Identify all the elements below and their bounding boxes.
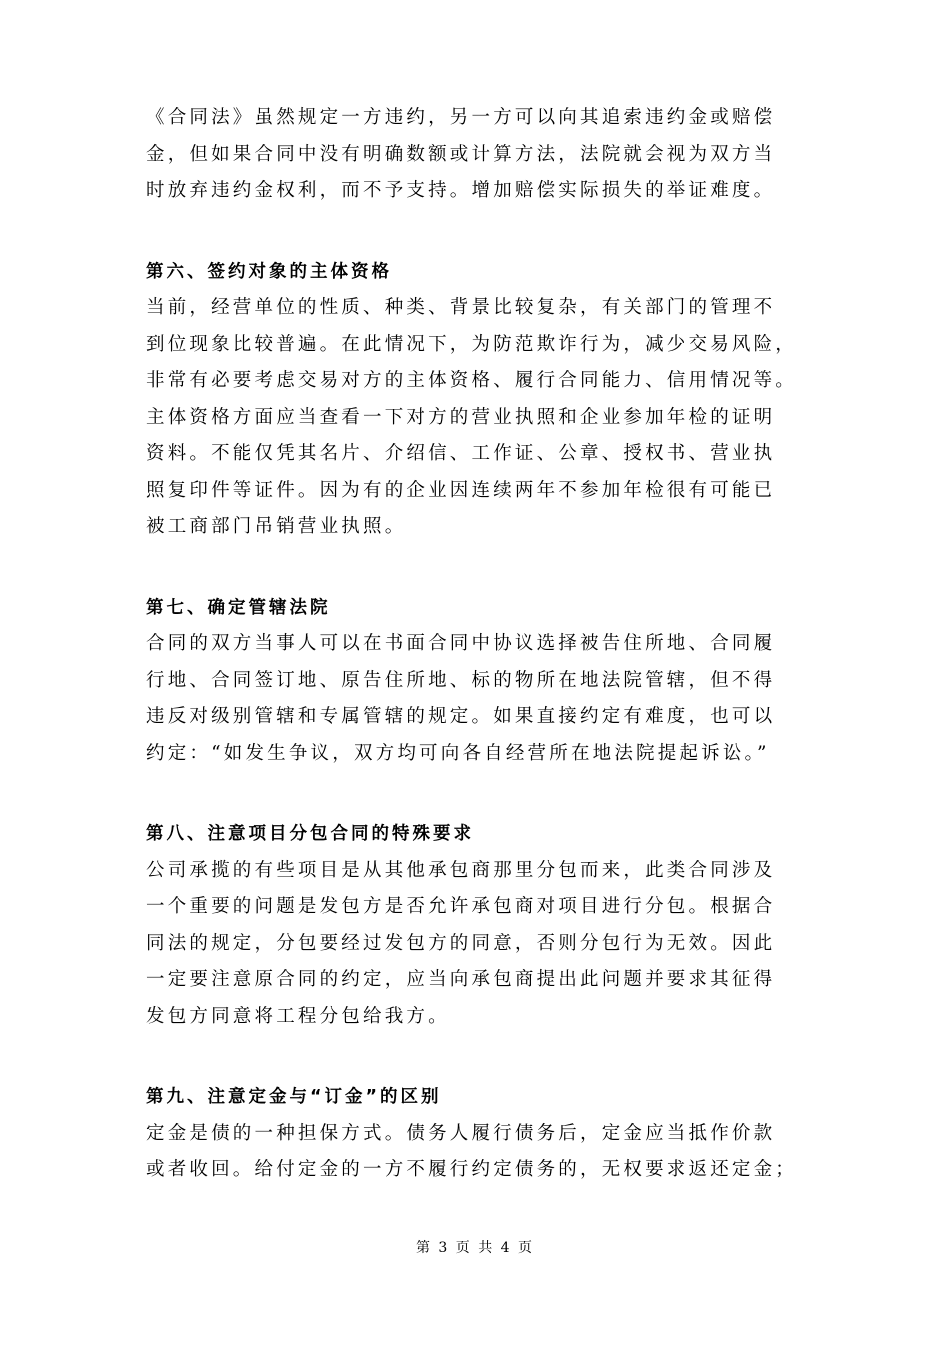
text-line: 照复印件等证件。因为有的企业因连续两年不参加年检很有可能已 [146, 479, 776, 501]
page-number-footer: 第 3 页 共 4 页 [415, 1240, 535, 1256]
text-line: 约定：“如发生争议，双方均可向各自经营所在地法院提起诉讼。” [146, 742, 770, 764]
text-line: 当前，经营单位的性质、种类、背景比较复杂，有关部门的管理不 [146, 297, 776, 318]
text-line: 被工商部门吊销营业执照。 [146, 516, 407, 537]
text-line: 到位现象比较普遍。在此情况下，为防范欺诈行为，减少交易风险， [146, 333, 798, 355]
text-line: 资料。不能仅凭其名片、介绍信、工作证、公章、授权书、营业执 [146, 443, 776, 464]
section-heading-8: 第八、注意项目分包合同的特殊要求 [146, 824, 474, 844]
text-line: 合同的双方当事人可以在书面合同中协议选择被告住所地、合同履 [146, 633, 776, 654]
text-line: 同法的规定，分包要经过发包方的同意，否则分包行为无效。因此 [146, 932, 776, 954]
text-line: 一定要注意原合同的约定，应当向承包商提出此问题并要求其征得 [146, 969, 776, 990]
text-line: 金，但如果合同中没有明确数额或计算方法，法院就会视为双方当 [146, 143, 776, 165]
paragraph-liquidated-damages [146, 100, 806, 210]
text-line: 或者收回。给付定金的一方不履行约定债务的，无权要求返还定金； [146, 1159, 798, 1180]
text-line: 主体资格方面应当查看一下对方的营业执照和企业参加年检的证明 [146, 406, 776, 428]
paragraph-party-qualification [146, 290, 806, 546]
text-line: 定金是债的一种担保方式。债务人履行债务后，定金应当抵作价款 [146, 1122, 776, 1144]
text-line: 非常有必要考虑交易对方的主体资格、履行合同能力、信用情况等。 [146, 370, 798, 391]
text-line: 公司承揽的有些项目是从其他承包商那里分包而来，此类合同涉及 [146, 859, 776, 881]
text-line: 时放弃违约金权利，而不予支持。增加赔偿实际损失的举证难度。 [146, 180, 776, 201]
section-heading-6: 第六、签约对象的主体资格 [146, 261, 392, 282]
section-heading-7: 第七、确定管辖法院 [146, 597, 331, 618]
document-body [146, 100, 806, 1189]
paragraph-jurisdiction [146, 626, 806, 772]
paragraph-subcontract [146, 853, 806, 1036]
text-line: 行地、合同签订地、原告住所地、标的物所在地法院管辖，但不得 [146, 669, 776, 691]
paragraph-deposit [146, 1116, 806, 1189]
text-line: 违反对级别管辖和专属管辖的规定。如果直接约定有难度，也可以 [146, 706, 776, 727]
text-line: 发包方同意将工程分包给我方。 [146, 1005, 450, 1027]
section-heading-9: 第九、注意定金与“订金”的区别 [146, 1087, 442, 1107]
text-line: 《合同法》虽然规定一方违约，另一方可以向其追索违约金或赔偿 [146, 107, 776, 128]
text-line: 一个重要的问题是发包方是否允许承包商对项目进行分包。根据合 [146, 896, 776, 917]
